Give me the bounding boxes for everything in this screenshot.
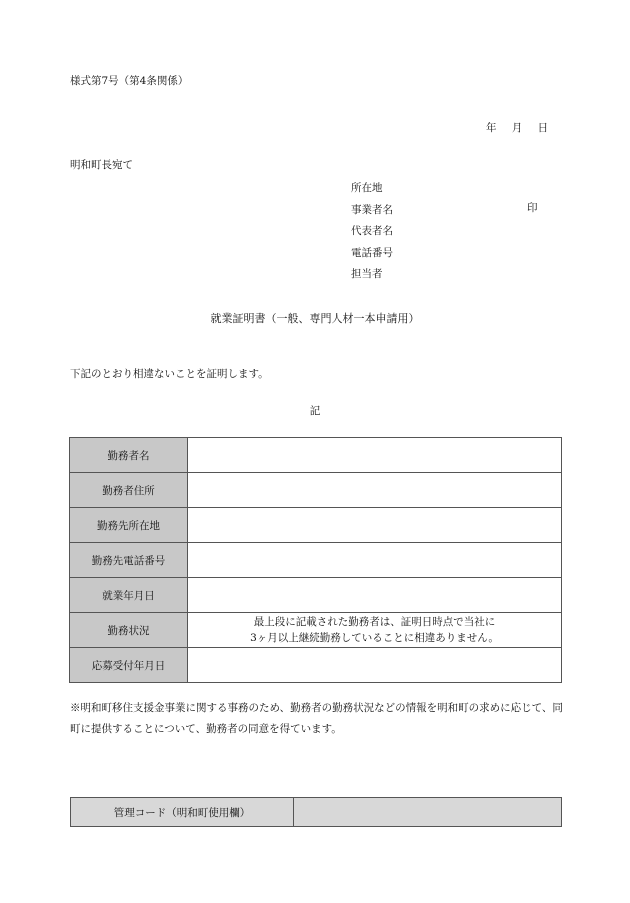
table-row (70, 613, 562, 648)
management-code-label: 管理コード（明和町使用欄） (71, 798, 294, 827)
management-code-table (70, 797, 562, 827)
submitter-field-phone: 電話番号 (351, 246, 393, 259)
workplace-phone-field[interactable] (188, 543, 562, 578)
table-row (70, 473, 562, 508)
seal-label: 印 (527, 202, 538, 214)
row-label: 勤務者住所 (70, 473, 188, 508)
consent-notice: ※明和町移住支援金事業に関する事務のため、勤務者の勤務状況などの情報を明和町の求めに応じて、同町に提供することについて、勤務者の同意を得ています。 (70, 702, 563, 735)
table-row (70, 543, 562, 578)
employment-table (69, 437, 562, 683)
table-row (70, 508, 562, 543)
ki-marker: 記 (309, 405, 321, 417)
work-status-line: 最上段に記載された勤務者は、証明日時点で当社に (253, 616, 496, 628)
table-row (70, 578, 562, 613)
worker-name-field[interactable] (188, 438, 562, 473)
row-label: 就業年月日 (70, 578, 188, 613)
addressee: 明和町長宛て (70, 159, 133, 171)
submitter-field-contact: 担当者 (351, 268, 383, 280)
row-label: 勤務状況 (70, 613, 188, 648)
workplace-address-field[interactable] (188, 508, 562, 543)
submitter-field-address: 所在地 (351, 182, 383, 194)
table-row (70, 648, 562, 683)
worker-address-field[interactable] (188, 473, 562, 508)
submitter-block (351, 178, 393, 286)
document-title: 就業証明書（一般、専門人材一本申請用） (210, 312, 420, 325)
date-line: 年 月 日 (486, 122, 549, 134)
certification-statement: 下記のとおり相違ないことを証明します。 (70, 368, 269, 380)
form-number: 様式第7号（第4条関係） (70, 75, 189, 87)
employment-date-field[interactable] (188, 578, 562, 613)
application-date-field[interactable] (188, 648, 562, 683)
table-row (71, 798, 562, 827)
row-label: 勤務者名 (70, 438, 188, 473)
work-status-line: 3ヶ月以上継続勤務していることに相違ありません。 (250, 632, 499, 644)
submitter-field-representative: 代表者名 (351, 225, 393, 237)
work-status-field (188, 613, 562, 648)
table-row (70, 438, 562, 473)
row-label: 応募受付年月日 (70, 648, 188, 683)
row-label: 勤務先電話番号 (70, 543, 188, 578)
management-code-field[interactable] (294, 798, 562, 827)
row-label: 勤務先所在地 (70, 508, 188, 543)
submitter-field-business-name: 事業者名 (351, 203, 393, 216)
